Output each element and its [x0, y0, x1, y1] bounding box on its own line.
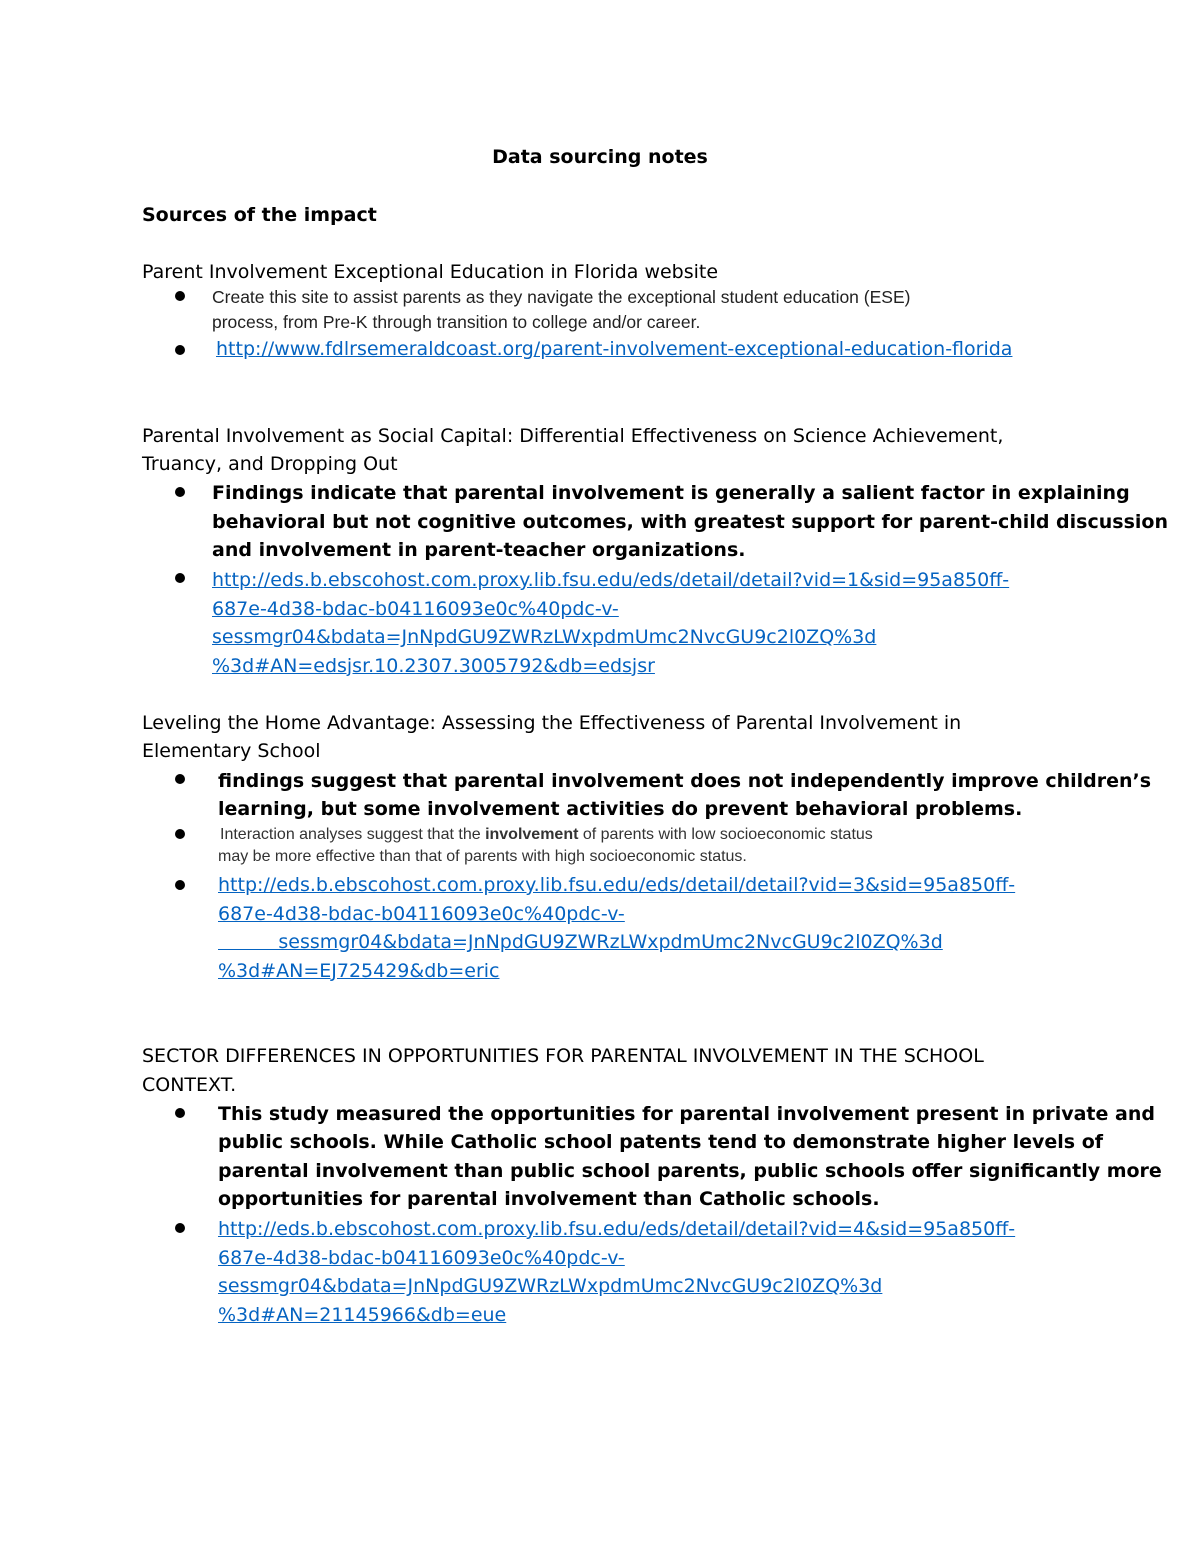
section-subtitle: Sources of the impact	[142, 204, 377, 226]
section-2-link-line-4[interactable]: %3d#AN=edsjsr.10.2307.3005792&db=edsjsr	[212, 654, 655, 677]
section-3-finding-line-1: findings suggest that parental involvement does not independently improve children’s	[218, 770, 1152, 792]
section-3-link-line-3[interactable]: sessmgr04&bdata=JnNpdGU9ZWRzLWxpdmUmc2NvcGU9c2l0ZQ%3d	[218, 931, 943, 953]
section-4-link-line-2[interactable]: 687e-4d38-bdac-b04116093e0c%40pdc-v-	[218, 1246, 625, 1269]
section-3-finding-line-2: learning, but some involvement activities do prevent behavioral problems.	[218, 798, 1023, 820]
interaction-pre-text: Interaction analyses suggest that the	[220, 826, 486, 843]
section-3-heading-line-2: Elementary School	[142, 740, 321, 762]
section-3-interaction-line-2: may be more effective than that of parents with high socioeconomic status.	[218, 848, 747, 865]
section-2-finding-line-2: behavioral but not cognitive outcomes, with greatest support for parent-child discussion	[212, 511, 1168, 533]
section-4-finding-line-1: This study measured the opportunities for parental involvement present in private and	[218, 1103, 1155, 1125]
section-4-link-line-4[interactable]: %3d#AN=21145966&db=eue	[218, 1303, 507, 1326]
section-4-finding-line-3: parental involvement than public school parents, public schools offer significantly more	[218, 1160, 1162, 1182]
section-4-finding-line-2: public schools. While Catholic school patents tend to demonstrate higher levels of	[218, 1131, 1104, 1153]
bullet-icon	[175, 1223, 185, 1233]
section-2-finding-line-3: and involvement in parent-teacher organizations.	[212, 539, 746, 561]
interaction-post-text: of parents with low socioeconomic status	[578, 826, 873, 843]
section-1-link[interactable]: http://www.fdlrsemeraldcoast.org/parent-involvement-exceptional-education-florida	[216, 338, 1013, 360]
bullet-icon	[175, 829, 185, 839]
document-title: Data sourcing notes	[492, 146, 708, 168]
bullet-icon	[175, 774, 185, 784]
section-2-finding-line-1: Findings indicate that parental involvement is generally a salient factor in explaining	[212, 482, 1130, 504]
section-4-link-line-1[interactable]: http://eds.b.ebscohost.com.proxy.lib.fsu.edu/eds/detail/detail?vid=4&sid=95a850ff-	[218, 1218, 1016, 1240]
section-4-heading-line-1: SECTOR DIFFERENCES IN OPPORTUNITIES FOR PARENTAL INVOLVEMENT IN THE SCHOOL	[142, 1045, 984, 1067]
section-2-heading-line-1: Parental Involvement as Social Capital: Differential Effectiveness on Science Achievement,	[142, 425, 1004, 447]
bullet-icon	[175, 291, 185, 301]
section-2-link-line-2[interactable]: 687e-4d38-bdac-b04116093e0c%40pdc-v-	[212, 597, 619, 620]
section-3-link-line-2[interactable]: 687e-4d38-bdac-b04116093e0c%40pdc-v-	[218, 902, 625, 925]
section-3-link-line-4[interactable]: %3d#AN=EJ725429&db=eric	[218, 959, 500, 982]
section-3-link-line-1[interactable]: http://eds.b.ebscohost.com.proxy.lib.fsu.edu/eds/detail/detail?vid=3&sid=95a850ff-	[218, 874, 1016, 896]
section-4-link-block	[218, 1215, 1015, 1329]
interaction-bold-text: involvement	[485, 826, 579, 843]
section-2-link-block	[212, 566, 1009, 680]
bullet-icon	[175, 487, 185, 497]
bullet-icon	[175, 345, 185, 355]
section-1-heading: Parent Involvement Exceptional Education in Florida website	[142, 261, 719, 283]
section-3-heading-line-1: Leveling the Home Advantage: Assessing the Effectiveness of Parental Involvement in	[142, 712, 962, 734]
section-1-description-line-2: process, from Pre-K through transition to college and/or career.	[212, 312, 701, 332]
section-2-link-line-1[interactable]: http://eds.b.ebscohost.com.proxy.lib.fsu.edu/eds/detail/detail?vid=1&sid=95a850ff-	[212, 569, 1010, 591]
section-1-link-block	[216, 335, 1012, 364]
bullet-icon	[175, 1108, 185, 1118]
section-2-heading-line-2: Truancy, and Dropping Out	[142, 453, 398, 475]
section-1-description-line-1: Create this site to assist parents as they navigate the exceptional student education (ESE)	[212, 287, 911, 307]
bullet-icon	[175, 880, 185, 890]
section-2-link-line-3[interactable]: sessmgr04&bdata=JnNpdGU9ZWRzLWxpdmUmc2NvcGU9c2l0ZQ%3d	[212, 626, 877, 648]
bullet-icon	[175, 573, 185, 583]
section-4-heading-line-2: CONTEXT.	[142, 1074, 237, 1096]
section-3-interaction-line-1	[220, 824, 1060, 846]
section-3-link-block	[218, 871, 1015, 985]
section-4-finding-line-4: opportunities for parental involvement than Catholic schools.	[218, 1188, 880, 1210]
section-4-link-line-3[interactable]: sessmgr04&bdata=JnNpdGU9ZWRzLWxpdmUmc2NvcGU9c2l0ZQ%3d	[218, 1275, 883, 1297]
